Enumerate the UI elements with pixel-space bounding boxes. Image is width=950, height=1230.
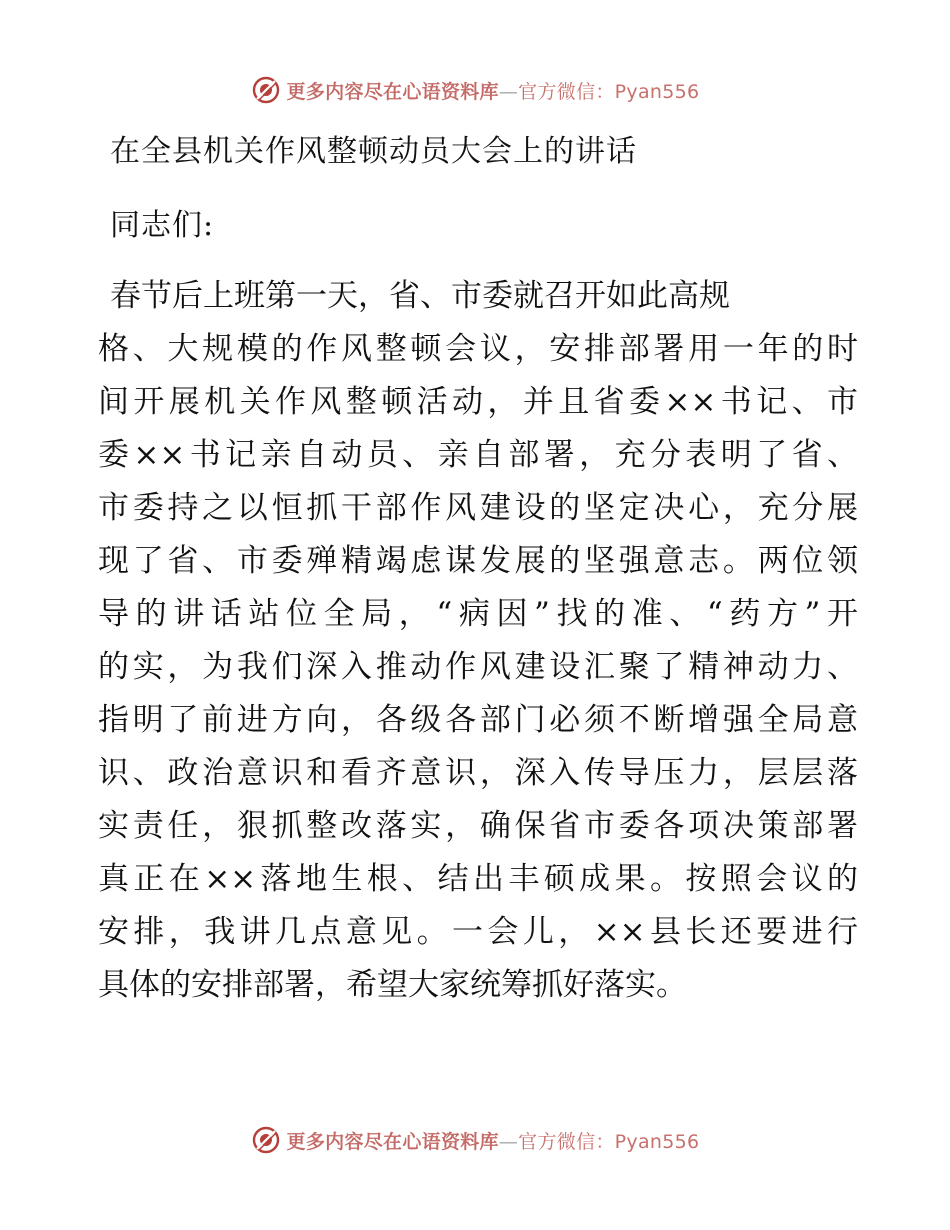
body-line: 春节后上班第一天，省、市委就召开如此高规 (110, 278, 730, 314)
watermark-text: 更多内容尽在心语资料库—官方微信：Pyan556 (286, 1130, 700, 1153)
body-line: 间开展机关作风整顿活动，并且省委××书记、市 (98, 384, 858, 420)
watermark-banner-bottom (0, 1120, 950, 1160)
body-line: 现了省、市委殚精竭虑谋发展的坚强意志。两位领 (98, 543, 858, 579)
body-line: 安排，我讲几点意见。一会儿，××县长还要进行 (98, 914, 858, 950)
document-title: 在全县机关作风整顿动员大会上的讲话 (110, 134, 637, 169)
red-seal-logo-icon (251, 1125, 281, 1155)
body-paragraph (98, 270, 858, 1012)
watermark-text: 更多内容尽在心语资料库—官方微信：Pyan556 (286, 80, 700, 103)
body-line: 指明了前进方向，各级各部门必须不断增强全局意 (98, 702, 858, 738)
salutation: 同志们: (110, 208, 215, 243)
watermark-banner-top (0, 70, 950, 110)
body-line: 识、政治意识和看齐意识，深入传导压力，层层落 (98, 755, 858, 791)
body-line: 导的讲话站位全局，“病因”找的准、“药方”开 (98, 596, 859, 632)
body-line: 委××书记亲自动员、亲自部署，充分表明了省、 (98, 437, 858, 473)
body-line: 格、大规模的作风整顿会议，安排部署用一年的时 (98, 331, 858, 367)
body-line: 实责任，狠抓整改落实，确保省市委各项决策部署 (98, 808, 858, 844)
body-line: 的实，为我们深入推动作风建设汇聚了精神动力、 (98, 649, 858, 685)
body-line: 真正在××落地生根、结出丰硕成果。按照会议的 (98, 861, 858, 897)
red-seal-logo-icon (251, 75, 281, 105)
body-line: 具体的安排部署，希望大家统筹抓好落实。 (98, 967, 687, 1003)
body-line: 市委持之以恒抓干部作风建设的坚定决心，充分展 (98, 490, 858, 526)
